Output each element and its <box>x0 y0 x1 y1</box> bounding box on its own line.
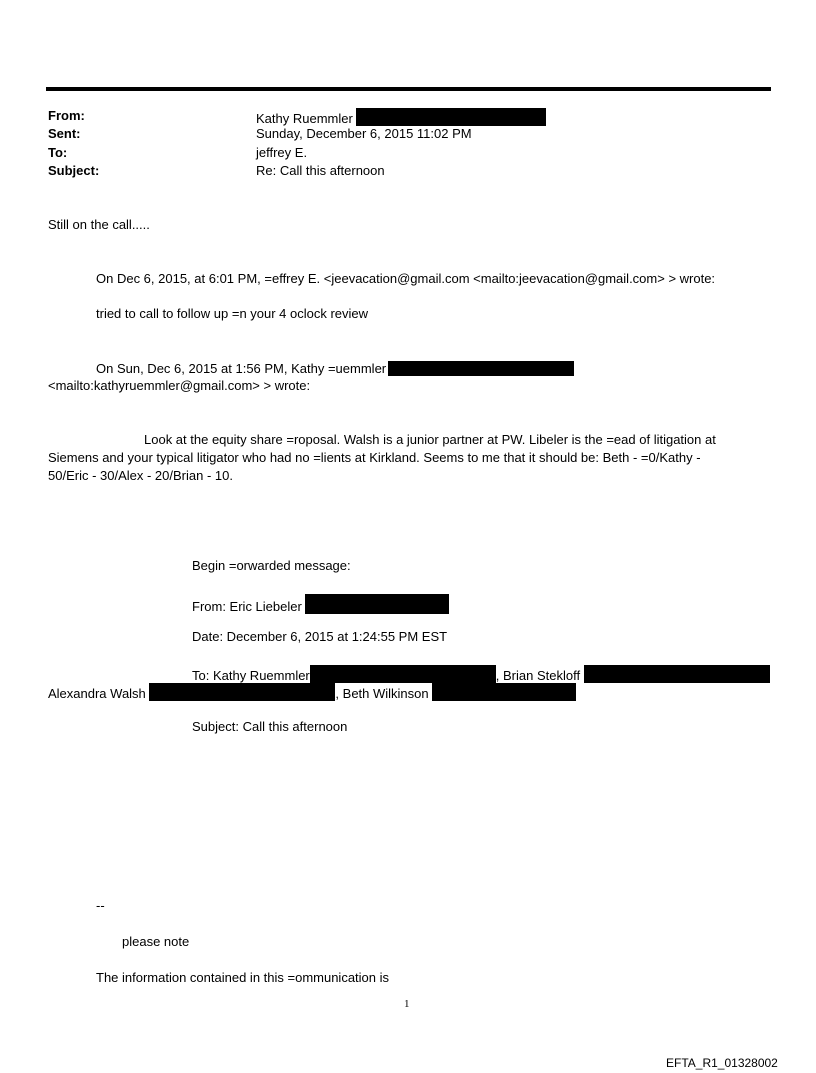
redaction-box <box>388 361 574 376</box>
sig-dashes: -- <box>96 898 105 913</box>
sent-label: Sent: <box>48 126 81 141</box>
redaction-box <box>310 665 496 683</box>
fwd-to-name2: , Brian Stekloff <box>495 668 581 683</box>
fwd-to-name4: , Beth Wilkinson <box>335 686 429 701</box>
sent-value: Sunday, December 6, 2015 11:02 PM <box>256 126 472 141</box>
fwd-to-label: To: Kathy Ruemmler <box>192 668 310 683</box>
quote2-intro-text: On Sun, Dec 6, 2015 at 1:56 PM, Kathy =uemmler <box>96 361 387 376</box>
subject-value: Re: Call this afternoon <box>256 163 385 178</box>
subject-label: Subject: <box>48 163 100 178</box>
fwd-from-text: From: Eric Liebeler <box>192 599 302 614</box>
sig-info: The information contained in this =ommunication is <box>96 970 390 985</box>
quote1-text: tried to call to follow up =n your 4 oclock review <box>96 306 369 321</box>
sig-note: please note <box>122 934 190 949</box>
redaction-box <box>356 108 546 126</box>
quote2-para-line1: Look at the equity share =roposal. Walsh is a junior partner at PW. Libeler is the =ead of litigation at <box>144 432 716 447</box>
quote2-intro <box>96 361 574 377</box>
quote2-para-line2: Siemens and your typical litigator who had no =lients at Kirkland. Seems to me that it should be: Beth - =0/Kathy - <box>48 450 701 465</box>
fwd-to-line2 <box>48 683 576 702</box>
quote2-mailto: <mailto:kathyruemmler@gmail.com> > wrote: <box>48 378 311 393</box>
fwd-date: Date: December 6, 2015 at 1:24:55 PM EST <box>192 629 448 644</box>
header-rule <box>46 87 771 91</box>
quote2-para-line3: 50/Eric - 30/Alex - 20/Brian - 10. <box>48 468 233 483</box>
redaction-box <box>432 683 576 701</box>
to-label: To: <box>48 145 68 160</box>
fwd-begin: Begin =orwarded message: <box>192 558 351 573</box>
to-value: jeffrey E. <box>256 145 308 160</box>
fwd-to-name3: Alexandra Walsh <box>48 686 146 701</box>
from-value <box>256 108 546 127</box>
redaction-box <box>305 594 449 614</box>
redaction-box <box>584 665 770 683</box>
from-name: Kathy Ruemmler <box>256 111 353 126</box>
fwd-to-line1 <box>192 665 770 684</box>
quote1-intro: On Dec 6, 2015, at 6:01 PM, =effrey E. <jeevacation@gmail.com <mailto:jeevacation@gmail.com> > wrote: <box>96 271 716 286</box>
document-id: EFTA_R1_01328002 <box>666 1056 778 1070</box>
fwd-subject: Subject: Call this afternoon <box>192 719 348 734</box>
from-label: From: <box>48 108 85 123</box>
redaction-box <box>149 683 335 701</box>
reply-text: Still on the call..... <box>48 217 150 232</box>
page-number: 1 <box>404 998 410 1010</box>
fwd-from <box>192 594 449 615</box>
